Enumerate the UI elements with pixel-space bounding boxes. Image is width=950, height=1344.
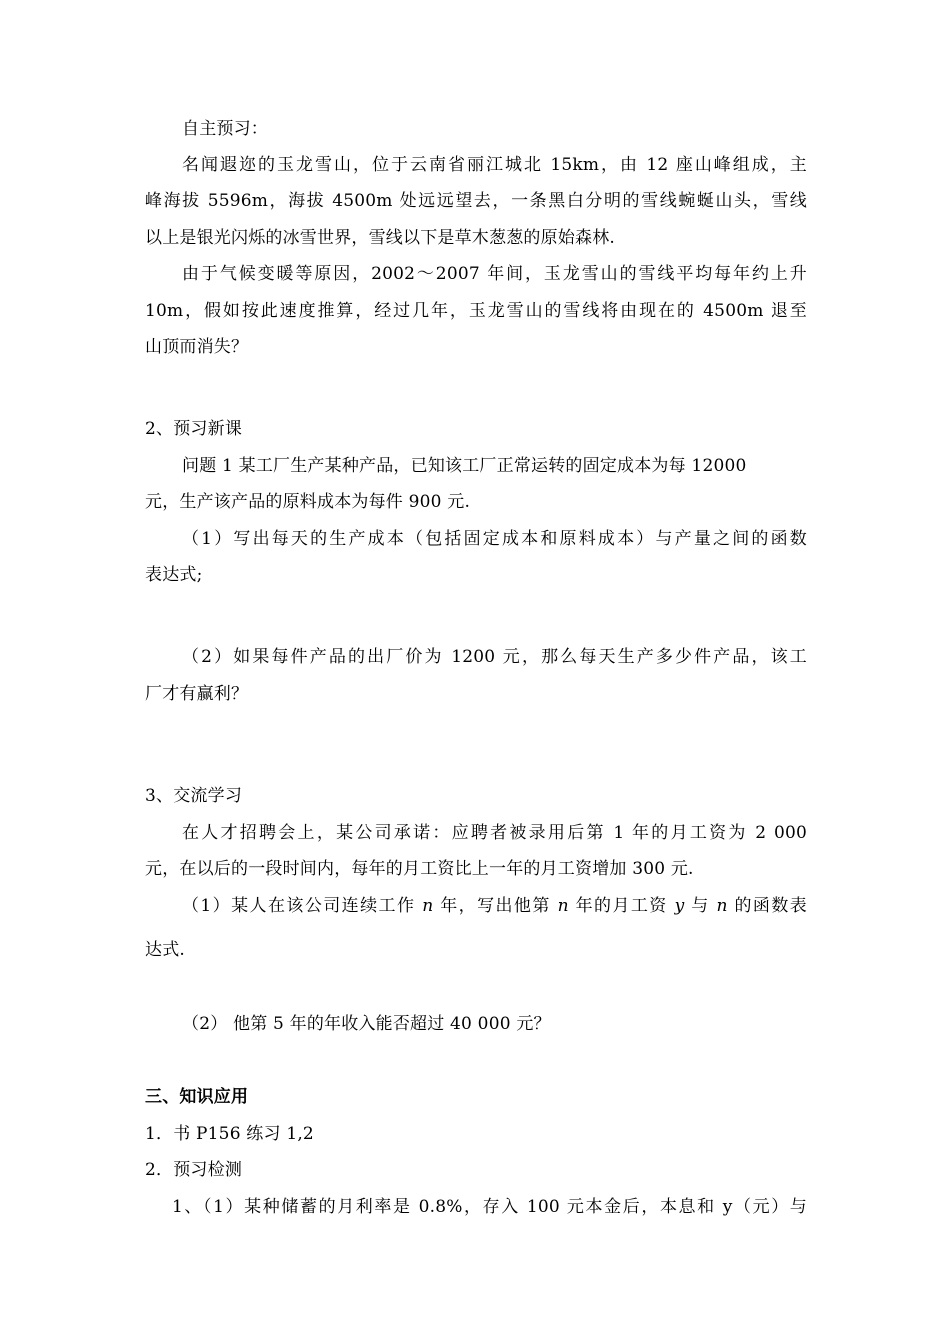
var-n: n xyxy=(557,896,569,916)
list-item: 1．书 P156 练习 1,2 xyxy=(145,1124,314,1144)
question-line: （2）如果每件产品的出厂价为 1200 元，那么每天生产多少件产品，该工 xyxy=(182,647,807,667)
paragraph-line: 元，生产该产品的原料成本为每件 900 元. xyxy=(145,492,471,512)
paragraph-line: 10m，假如按此速度推算，经过几年，玉龙雪山的雪线将由现在的 4500m 退至 xyxy=(145,301,807,321)
paragraph-line: 峰海拔 5596m，海拔 4500m 处远远望去，一条黑白分明的雪线蜿蜒山头，雪线 xyxy=(145,191,807,211)
section-heading: 3、交流学习 xyxy=(145,786,243,806)
paragraph-line: 由于气候变暖等原因，2002～2007 年间，玉龙雪山的雪线平均每年约上升 xyxy=(182,264,807,284)
var-n: n xyxy=(422,896,434,916)
q-text: （1）某人在该公司连续工作 xyxy=(182,896,423,916)
q-text: 年，写出他第 xyxy=(433,896,558,916)
var-y: y xyxy=(674,896,685,916)
question-line: 达式. xyxy=(145,940,186,960)
q-text: 年的月工资 xyxy=(568,896,675,916)
question-line: （2） 他第 5 年的年收入能否超过 40 000 元？ xyxy=(182,1014,551,1034)
q-text: 的函数表 xyxy=(727,896,807,916)
paragraph-line: 名闻遐迩的玉龙雪山，位于云南省丽江城北 15km，由 12 座山峰组成，主 xyxy=(182,155,807,175)
paragraph-line: 以上是银光闪烁的冰雪世界，雪线以下是草木葱葱的原始森林. xyxy=(145,228,616,248)
question-line xyxy=(182,895,807,917)
paragraph-line: 元，在以后的一段时间内，每年的月工资比上一年的月工资增加 300 元. xyxy=(145,859,694,879)
paragraph-line: 问题 1 某工厂生产某种产品，已知该工厂正常运转的固定成本为每 12000 xyxy=(182,456,747,476)
var-n: n xyxy=(716,896,728,916)
paragraph-line: 山顶而消失？ xyxy=(145,337,249,357)
preview-heading: 自主预习： xyxy=(182,119,268,139)
list-item: 2．预习检测 xyxy=(145,1160,243,1180)
paragraph-line: 在人才招聘会上，某公司承诺：应聘者被录用后第 1 年的月工资为 2 000 xyxy=(182,823,807,843)
section-heading: 三、知识应用 xyxy=(145,1087,249,1107)
question-line: 厂才有赢利？ xyxy=(145,684,249,704)
list-item: 1、（1）某种储蓄的月利率是 0.8%，存入 100 元本金后，本息和 y（元）与 xyxy=(172,1197,807,1217)
section-heading: 2、预习新课 xyxy=(145,419,243,439)
q-text: 与 xyxy=(684,896,717,916)
question-line: 表达式; xyxy=(145,565,203,585)
question-line: （1）写出每天的生产成本（包括固定成本和原料成本）与产量之间的函数 xyxy=(182,529,807,549)
